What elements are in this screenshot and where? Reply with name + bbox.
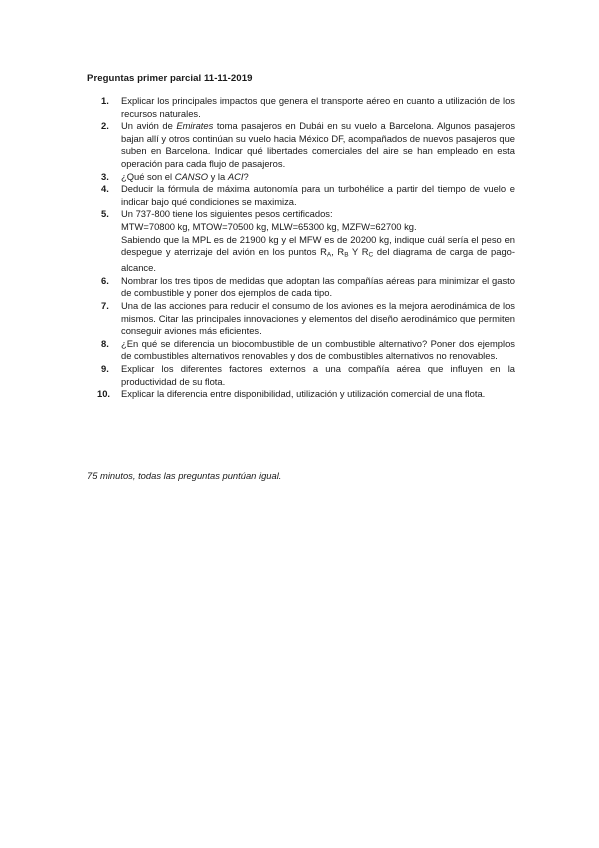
question-number: 2. bbox=[101, 120, 109, 132]
question-text-part: , R bbox=[331, 246, 345, 258]
question-text: Una de las acciones para reducir el consumo de los aviones es la mejora aerodinámica de los mismos. Citar las principales innovaciones y elementos del diseño aerodinámico que permiten conseguir aviones más eficientes. bbox=[121, 300, 515, 337]
question-item bbox=[87, 208, 515, 274]
question-item bbox=[87, 120, 515, 170]
question-number: 1. bbox=[101, 95, 109, 106]
question-text-part: Y R bbox=[348, 246, 369, 258]
question-text-part: del diagrama de carga de pago-alcance. bbox=[121, 246, 515, 274]
subscript: C bbox=[368, 251, 374, 259]
question-number: 4. bbox=[101, 183, 109, 195]
question-text-part: toma pasajeros en Dubái en su vuelo a Barcelona. Algunos pasajeros bajan allí y otros continúan su vuelo hacia México DF, acompañados de nuevos pasajeros que suben en Barcelona. Indicar qué libertades comerciales del aire se han empleado en esta operación para cada flujo de pasajeros. bbox=[121, 120, 516, 169]
question-text: Explicar los principales impactos que genera el transporte aéreo en cuanto a utilización de los recursos naturales. bbox=[121, 95, 515, 119]
question-number: 10. bbox=[97, 388, 111, 400]
acronym-canso: CANSO bbox=[174, 170, 209, 182]
document-title: Preguntas primer parcial 11-11-2019 bbox=[87, 73, 253, 84]
question-item bbox=[87, 183, 515, 208]
question-text: Deducir la fórmula de máxima autonomía para un turbohélice a partir del tiempo de vuelo e indicar bajo qué condiciones se maximiza. bbox=[121, 183, 515, 207]
question-number: 9. bbox=[101, 362, 109, 374]
question-item bbox=[87, 95, 515, 120]
question-text-part: ¿Qué son el bbox=[121, 170, 175, 182]
question-item bbox=[87, 171, 515, 184]
question-text: Explicar los diferentes factores externos a una compañía aérea que influyen en la productividad de su flota. bbox=[121, 362, 515, 387]
question-number: 3. bbox=[101, 170, 109, 182]
question-text-part: y la bbox=[208, 170, 228, 182]
weights-line: MTW=70800 kg, MTOW=70500 kg, MLW=65300 kg, MZFW=62700 kg. bbox=[121, 220, 417, 232]
question-text bbox=[121, 171, 249, 182]
question-item bbox=[87, 338, 515, 363]
question-text: ¿En qué se diferencia un biocombustible de un combustible alternativo? Poner dos ejemplos de combustibles alternativos renovables y dos de combustibles alternativos no renovables. bbox=[121, 337, 515, 362]
question-text: Explicar la diferencia entre disponibilidad, utilización y utilización comercial de una flota. bbox=[121, 388, 486, 400]
question-text-part: Un avión de bbox=[121, 120, 177, 132]
question-text-part: Sabiendo que la MPL es de 21900 kg y el MFW es de 20200 kg, indique cuál sería el peso en despegue y aterrizaje del avión en los puntos R bbox=[121, 233, 515, 258]
question-item bbox=[87, 363, 515, 388]
subscript: A bbox=[326, 251, 332, 259]
question-text-line: Un 737-800 tiene los siguientes pesos certificados: bbox=[121, 208, 333, 220]
question-text-line bbox=[121, 234, 515, 275]
acronym-aci: ACI bbox=[227, 170, 244, 182]
question-list bbox=[87, 95, 515, 401]
question-item bbox=[87, 388, 515, 401]
question-item bbox=[87, 275, 515, 300]
question-text: Nombrar los tres tipos de medidas que adoptan las compañías aéreas para minimizar el gasto de combustible y poner dos ejemplos de cada tipo. bbox=[121, 274, 515, 299]
question-item bbox=[87, 300, 515, 338]
question-number: 5. bbox=[101, 208, 109, 220]
question-text-part: ? bbox=[243, 170, 249, 182]
question-text bbox=[121, 120, 515, 169]
subscript: B bbox=[344, 251, 349, 259]
airline-name: Emirates bbox=[176, 120, 214, 132]
question-number: 7. bbox=[101, 300, 109, 311]
question-number: 6. bbox=[101, 274, 109, 286]
exam-instructions: 75 minutos, todas las preguntas puntúan igual. bbox=[87, 470, 282, 481]
question-number: 8. bbox=[101, 337, 109, 349]
